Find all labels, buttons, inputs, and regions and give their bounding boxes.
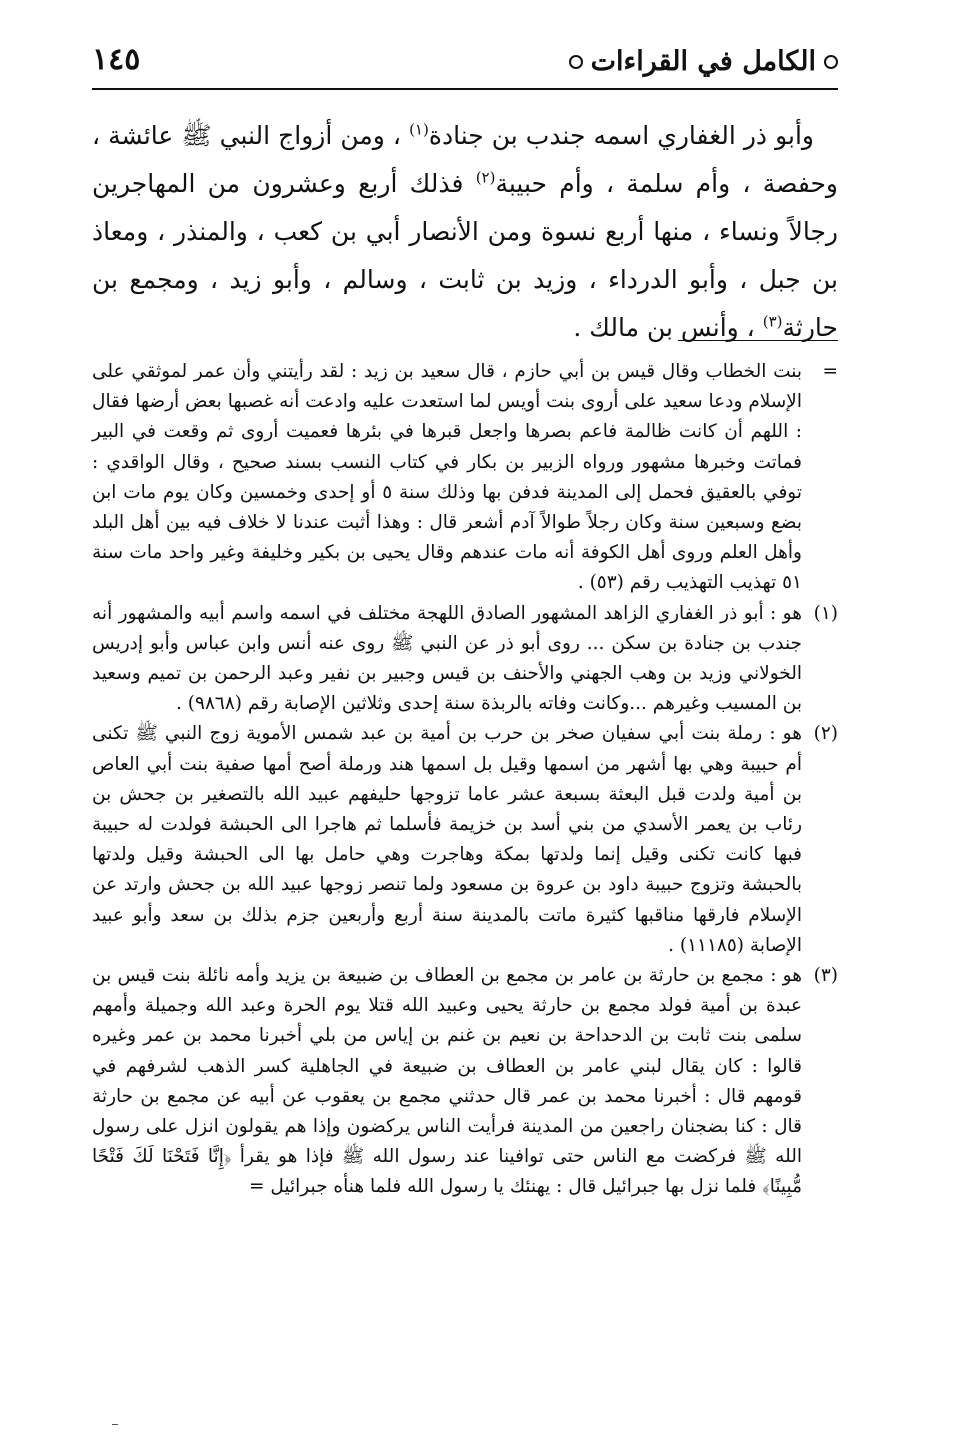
main-paragraph xyxy=(92,112,838,352)
page-number: ١٤٥ xyxy=(92,42,141,77)
footnote-text: بنت الخطاب وقال قيس بن أبي حازم ، قال سعيد بن زيد : لقد رأيتني وأن عمر لموثقي على الإسلام ودعا سعيد على أروى بنت أويس لما استعدت عليه وادعت أنه غصبها بعض أرضها فقال : اللهم أن كانت ظالمة فاعم بصرها واجعل قبرها في بئرها فعميت أروى ثم وقعت في البير فماتت وخبرها مشهور ورواه الزبير بن بكار في كتاب النسب بسند صحيح ، وقال الواقدي : توفي بالعقيق فحمل إلى المدينة فدفن بها وذلك سنة ٥ أو إحدى وخمسين وكان يوم مات ابن بضع وسبعين سنة وكان رجلاً طوالاً آدم أشعر قال : وهذا أثبت عندنا لا خلاف فيه بين أهل البلد وأهل العلم وروى أهل الكوفة أنه مات عندهم وقال يحيى بن بكير وخليفة وغير واحد مات سنة ٥١ تهذيب التهذيب رقم (٥٣) . xyxy=(92,361,803,594)
circle-ornament-icon xyxy=(569,55,583,69)
page-header xyxy=(92,40,838,88)
header-divider xyxy=(92,88,838,90)
running-title-text: الكامل في القراءات xyxy=(590,46,816,77)
footnote-reference[interactable]: (٣) xyxy=(762,312,783,331)
footnote-separator xyxy=(678,340,838,341)
main-text xyxy=(92,112,838,352)
footnote-marker: (١) xyxy=(813,602,838,624)
running-title xyxy=(569,46,838,77)
footnote-reference[interactable]: (١) xyxy=(409,120,429,139)
footnote-1 xyxy=(92,599,838,720)
main-text-segment: ، ومن أزواج النبي ﷺ عائشة ، وحفصة ، وأم سلمة ، وأم حبيبة xyxy=(92,121,838,198)
footnote-text: هو : أبو ذر الغفاري الزاهد المشهور الصادق اللهجة مختلف في اسمه واسم أبيه والمشهور أنه جندب بن جنادة بن سكن ... روى أبو ذر عن النبي ﷺ روى عنه أنس وابن عباس وأبو إدريس الخولاني وزيد بن وهب الجهني والأحنف بن قيس وجبير بن نفير وعبد الرحمن بن تميم وسعيد بن المسيب وغيرهم ...وكانت وفاته بالربذة سنة إحدى وثلاثين الإصابة رقم (٩٨٦٨) . xyxy=(92,602,803,715)
footnote-continuation xyxy=(92,357,838,599)
circle-ornament-icon xyxy=(824,55,838,69)
footnote-marker: (٢) xyxy=(813,723,838,745)
footnote-marker: = xyxy=(822,361,838,382)
scan-mark xyxy=(112,1424,118,1426)
footnote-2 xyxy=(92,719,838,961)
main-text-segment: وأبو ذر الغفاري اسمه جندب بن جنادة xyxy=(428,121,815,150)
footnote-reference[interactable]: (٢) xyxy=(475,168,496,187)
footnote-text: هو : رملة بنت أبي سفيان صخر بن حرب بن أمية بن عبد شمس الأموية زوج النبي ﷺ تكنى أم حبيبة وهي بها أشهر من اسمها وقيل بل اسمها هند ورملة أصح أمها صفية بنت أبي العاص بن أمية ولدت قبل البعثة بسبعة عشر عاما تزوجها حليفهم عبيد الله بالتصغير بن جحش بن رئاب بن يعمر الأسدي من بني أسد بن خزيمة فأسلما ثم هاجرا الى الحبشة فولدت له حبيبة فبها كانت تكنى وقيل إنما ولدتها بمكة وهاجرت وهي حامل بها الى الحبشة وقيل ولدتها بالحبشة وتزوج حبيبة داود بن عروة بن مسعود ولما تنصر زوجها عبيد الله بن جحش وارتد عن الإسلام فارقها مناقبها كثيرة ماتت بالمدينة سنة أربع وأربعين جزم بذلك بن سعد وأبو عبيد الإصابة (١١١٨٥) . xyxy=(92,723,802,956)
footnote-text: هو : مجمع بن حارثة بن عامر بن مجمع بن العطاف بن ضبيعة بن يزيد وأمه نائلة بنت قيس بن عبدة بن أمية فولد مجمع بن حارثة يحيى وعبيد الله قتلا يوم الحرة وعبد الله وجميلة وأمهم سلمى بنت ثابت بن الدحداحة بن نعيم بن غنم بن إياس من بلي أخبرنا محمد بن عمر وغيره قالوا : كان يقال لبني عامر بن العطاف بن ضبيعة في الجاهلية كسر الذهب لشرفهم في قومهم قال : أخبرنا محمد بن عمر قال حدثني مجمع بن يعقوب عن أبيه عن مجمع بن حارثة قال : كنا بضجنان راجعين من المدينة فرأيت الناس يركضون وإذا هم يقولون انزل على رسول الله ﷺ فركضت مع الناس حتى توافينا عند رسول الله ﷺ فإذا هو يقرأ ﴿إِنَّا فَتَحْنَا لَكَ فَتْحًا مُّبِينًا﴾ فلما نزل بها جبرائيل قال : يهنئك يا رسول الله فلما هنأه جبرائيل = xyxy=(92,965,802,1198)
footnote-marker: (٣) xyxy=(813,965,838,987)
main-text-segment: فذلك أربع وعشرون من المهاجرين رجالاً ونساء ، منها أربع نسوة ومن الأنصار أبي بن كعب ، والمنذر ، ومعاذ بن جبل ، وأبو الدرداء ، وزيد بن ثابت ، وسالم ، وأبو زيد ، ومجمع بن حارثة xyxy=(92,169,838,342)
main-text-segment: ، وأنس بن مالك . xyxy=(573,313,755,342)
footnotes xyxy=(92,357,838,1203)
footnote-3 xyxy=(92,961,838,1203)
